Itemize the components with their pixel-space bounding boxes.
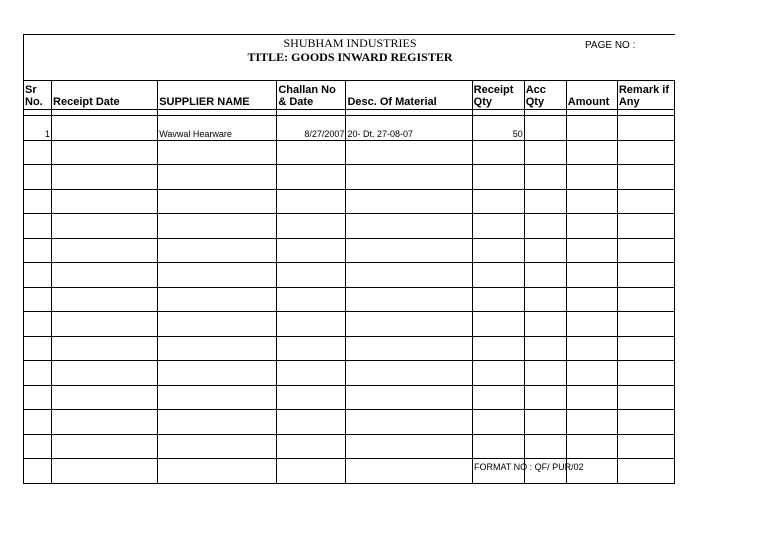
cell-supplier-name[interactable] bbox=[158, 238, 277, 263]
cell-amount[interactable] bbox=[566, 312, 617, 337]
column-header-challan: Challan No & Date bbox=[277, 81, 346, 110]
cell-acc-qty[interactable] bbox=[524, 263, 566, 288]
cell-challan[interactable] bbox=[277, 238, 346, 263]
table-row bbox=[24, 165, 675, 190]
cell-description[interactable] bbox=[346, 189, 472, 214]
cell-receipt-date[interactable] bbox=[52, 410, 158, 435]
register-header bbox=[23, 34, 675, 80]
table-row bbox=[24, 336, 675, 361]
cell-acc-qty[interactable] bbox=[524, 140, 566, 165]
cell-supplier-name[interactable] bbox=[158, 165, 277, 190]
format-number: FORMAT NO : QF/ PUR/02 bbox=[474, 462, 584, 472]
table-row bbox=[24, 385, 675, 410]
register-sheet bbox=[23, 34, 675, 484]
cell-supplier-name[interactable] bbox=[158, 459, 277, 484]
cell-receipt-qty[interactable] bbox=[472, 361, 524, 386]
cell-remark[interactable] bbox=[617, 287, 674, 312]
cell-sr-no[interactable] bbox=[24, 263, 52, 288]
cell-acc-qty[interactable] bbox=[524, 361, 566, 386]
cell-supplier-name[interactable] bbox=[158, 214, 277, 239]
column-header-amount: Amount bbox=[566, 81, 617, 110]
header-row bbox=[24, 81, 675, 110]
table-row bbox=[24, 263, 675, 288]
cell-challan[interactable] bbox=[277, 189, 346, 214]
company-name: SHUBHAM INDUSTRIES bbox=[283, 36, 417, 50]
cell-amount[interactable] bbox=[566, 140, 617, 165]
column-header-receipt-date: Receipt Date bbox=[52, 81, 158, 110]
cell-description[interactable] bbox=[346, 459, 472, 484]
cell-receipt-date[interactable] bbox=[52, 459, 158, 484]
cell-description[interactable]: 20- Dt. 27-08-07 bbox=[346, 116, 472, 141]
cell-description[interactable] bbox=[346, 140, 472, 165]
cell-sr-no[interactable] bbox=[24, 287, 52, 312]
cell-challan[interactable] bbox=[277, 287, 346, 312]
cell-acc-qty[interactable] bbox=[524, 410, 566, 435]
cell-acc-qty[interactable] bbox=[524, 116, 566, 141]
cell-remark[interactable] bbox=[617, 116, 674, 141]
cell-acc-qty[interactable] bbox=[524, 165, 566, 190]
cell-sr-no[interactable]: 1 bbox=[24, 116, 52, 141]
column-header-description: Desc. Of Material bbox=[346, 81, 472, 110]
cell-amount[interactable] bbox=[566, 165, 617, 190]
register-body bbox=[24, 110, 675, 484]
cell-challan[interactable] bbox=[277, 434, 346, 459]
cell-receipt-date[interactable] bbox=[52, 312, 158, 337]
cell-challan[interactable] bbox=[277, 336, 346, 361]
cell-remark[interactable] bbox=[617, 385, 674, 410]
cell-supplier-name[interactable] bbox=[158, 189, 277, 214]
page-number-label: PAGE NO : bbox=[585, 40, 636, 51]
cell-sr-no[interactable] bbox=[24, 214, 52, 239]
table-row bbox=[24, 140, 675, 165]
cell-receipt-date[interactable] bbox=[52, 165, 158, 190]
cell-challan[interactable] bbox=[277, 140, 346, 165]
cell-remark[interactable] bbox=[617, 459, 674, 484]
cell-description[interactable] bbox=[346, 336, 472, 361]
cell-remark[interactable] bbox=[617, 263, 674, 288]
cell-receipt-date[interactable] bbox=[52, 189, 158, 214]
cell-acc-qty[interactable] bbox=[524, 434, 566, 459]
cell-amount[interactable] bbox=[566, 214, 617, 239]
cell-acc-qty[interactable] bbox=[524, 238, 566, 263]
cell-challan[interactable] bbox=[277, 361, 346, 386]
cell-description[interactable] bbox=[346, 410, 472, 435]
cell-receipt-date[interactable] bbox=[52, 238, 158, 263]
cell-challan[interactable] bbox=[277, 459, 346, 484]
cell-remark[interactable] bbox=[617, 434, 674, 459]
cell-remark[interactable] bbox=[617, 312, 674, 337]
cell-acc-qty[interactable] bbox=[524, 312, 566, 337]
table-row bbox=[24, 287, 675, 312]
cell-amount[interactable] bbox=[566, 336, 617, 361]
table-row bbox=[24, 312, 675, 337]
table-row bbox=[24, 434, 675, 459]
cell-receipt-qty[interactable] bbox=[472, 434, 524, 459]
cell-receipt-qty[interactable] bbox=[472, 385, 524, 410]
cell-supplier-name[interactable] bbox=[158, 336, 277, 361]
cell-amount[interactable] bbox=[566, 263, 617, 288]
cell-remark[interactable] bbox=[617, 238, 674, 263]
cell-amount[interactable] bbox=[566, 189, 617, 214]
cell-receipt-qty[interactable]: 50 bbox=[472, 116, 524, 141]
cell-supplier-name[interactable] bbox=[158, 385, 277, 410]
cell-receipt-date[interactable] bbox=[52, 361, 158, 386]
cell-description[interactable] bbox=[346, 214, 472, 239]
cell-receipt-qty[interactable] bbox=[472, 312, 524, 337]
cell-receipt-qty[interactable] bbox=[472, 238, 524, 263]
cell-challan[interactable] bbox=[277, 165, 346, 190]
cell-acc-qty[interactable] bbox=[524, 214, 566, 239]
column-header-receipt-qty: Receipt Qty bbox=[472, 81, 524, 110]
cell-receipt-date[interactable] bbox=[52, 385, 158, 410]
cell-challan[interactable] bbox=[277, 410, 346, 435]
cell-amount[interactable] bbox=[566, 238, 617, 263]
register-title: TITLE: GOODS INWARD REGISTER bbox=[247, 50, 453, 64]
cell-amount[interactable] bbox=[566, 385, 617, 410]
cell-receipt-qty[interactable] bbox=[472, 263, 524, 288]
cell-remark[interactable] bbox=[617, 165, 674, 190]
cell-supplier-name[interactable] bbox=[158, 410, 277, 435]
cell-receipt-date[interactable] bbox=[52, 140, 158, 165]
cell-receipt-date[interactable] bbox=[52, 214, 158, 239]
cell-description[interactable] bbox=[346, 263, 472, 288]
table-row bbox=[24, 410, 675, 435]
cell-supplier-name[interactable] bbox=[158, 287, 277, 312]
cell-description[interactable] bbox=[346, 385, 472, 410]
cell-receipt-qty[interactable] bbox=[472, 140, 524, 165]
goods-inward-table bbox=[23, 80, 675, 484]
cell-sr-no[interactable] bbox=[24, 140, 52, 165]
cell-receipt-qty[interactable] bbox=[472, 410, 524, 435]
cell-sr-no[interactable] bbox=[24, 189, 52, 214]
cell-remark[interactable] bbox=[617, 410, 674, 435]
cell-acc-qty[interactable] bbox=[524, 336, 566, 361]
table-row bbox=[24, 238, 675, 263]
cell-acc-qty[interactable] bbox=[524, 385, 566, 410]
cell-receipt-qty[interactable] bbox=[472, 287, 524, 312]
cell-receipt-date[interactable] bbox=[52, 434, 158, 459]
cell-supplier-name[interactable] bbox=[158, 140, 277, 165]
cell-remark[interactable] bbox=[617, 361, 674, 386]
cell-supplier-name[interactable] bbox=[158, 263, 277, 288]
cell-receipt-date[interactable] bbox=[52, 287, 158, 312]
cell-amount[interactable] bbox=[566, 361, 617, 386]
cell-receipt-qty[interactable] bbox=[472, 336, 524, 361]
column-header-acc-qty: Acc Qty bbox=[524, 81, 566, 110]
cell-description[interactable] bbox=[346, 238, 472, 263]
cell-receipt-date[interactable] bbox=[52, 263, 158, 288]
cell-description[interactable] bbox=[346, 165, 472, 190]
cell-amount[interactable] bbox=[566, 434, 617, 459]
cell-description[interactable] bbox=[346, 434, 472, 459]
cell-supplier-name[interactable] bbox=[158, 312, 277, 337]
cell-remark[interactable] bbox=[617, 336, 674, 361]
cell-sr-no[interactable] bbox=[24, 385, 52, 410]
cell-supplier-name[interactable] bbox=[158, 434, 277, 459]
cell-challan[interactable]: 8/27/2007 bbox=[277, 116, 346, 141]
column-header-remark: Remark if Any bbox=[617, 81, 674, 110]
cell-sr-no[interactable] bbox=[24, 165, 52, 190]
cell-supplier-name[interactable] bbox=[158, 361, 277, 386]
cell-remark[interactable] bbox=[617, 140, 674, 165]
column-header-sr-no: Sr No. bbox=[24, 81, 52, 110]
cell-receipt-qty[interactable] bbox=[472, 189, 524, 214]
cell-amount[interactable] bbox=[566, 287, 617, 312]
cell-sr-no[interactable] bbox=[24, 312, 52, 337]
cell-sr-no[interactable] bbox=[24, 238, 52, 263]
cell-receipt-date[interactable] bbox=[52, 116, 158, 141]
cell-remark[interactable] bbox=[617, 214, 674, 239]
cell-receipt-qty[interactable] bbox=[472, 165, 524, 190]
cell-amount[interactable] bbox=[566, 116, 617, 141]
cell-sr-no[interactable] bbox=[24, 434, 52, 459]
cell-acc-qty[interactable] bbox=[524, 287, 566, 312]
cell-challan[interactable] bbox=[277, 385, 346, 410]
cell-receipt-qty[interactable] bbox=[472, 214, 524, 239]
cell-challan[interactable] bbox=[277, 263, 346, 288]
cell-remark[interactable] bbox=[617, 189, 674, 214]
cell-sr-no[interactable] bbox=[24, 459, 52, 484]
cell-sr-no[interactable] bbox=[24, 410, 52, 435]
cell-description[interactable] bbox=[346, 287, 472, 312]
table-row bbox=[24, 214, 675, 239]
cell-receipt-date[interactable] bbox=[52, 336, 158, 361]
table-row bbox=[24, 361, 675, 386]
cell-amount[interactable] bbox=[566, 410, 617, 435]
cell-challan[interactable] bbox=[277, 214, 346, 239]
cell-description[interactable] bbox=[346, 361, 472, 386]
cell-sr-no[interactable] bbox=[24, 361, 52, 386]
cell-challan[interactable] bbox=[277, 312, 346, 337]
cell-acc-qty[interactable] bbox=[524, 189, 566, 214]
column-header-supplier-name: SUPPLIER NAME bbox=[158, 81, 277, 110]
cell-supplier-name[interactable]: Wavwal Hearware bbox=[158, 116, 277, 141]
cell-description[interactable] bbox=[346, 312, 472, 337]
table-row bbox=[24, 116, 675, 141]
cell-sr-no[interactable] bbox=[24, 336, 52, 361]
table-row bbox=[24, 189, 675, 214]
